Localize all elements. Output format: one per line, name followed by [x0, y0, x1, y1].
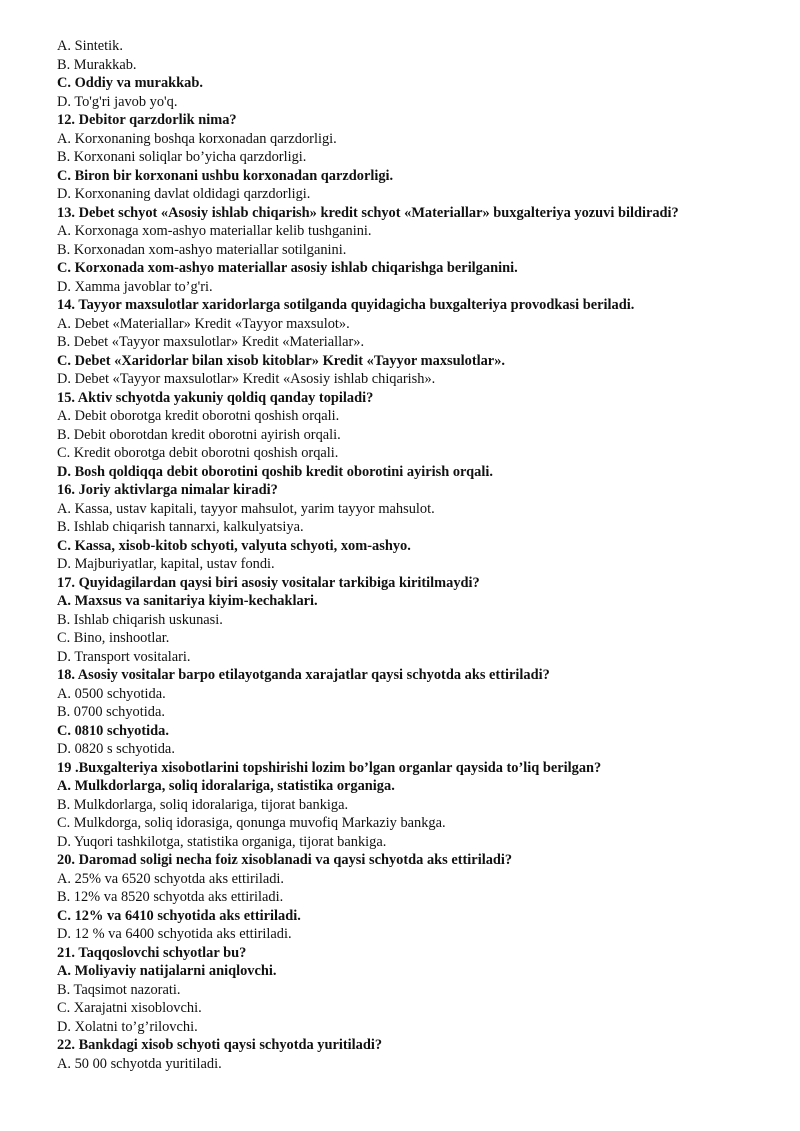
answer-option-line: B. Ishlab chiqarish uskunasi. — [57, 611, 223, 628]
answer-option-line: A. 25% va 6520 schyotda aks ettiriladi. — [57, 870, 285, 887]
question-or-answer-bold-line: 20. Daromad soligi necha foiz xisoblanadi va qaysi schyotda aks ettiriladi? — [57, 852, 513, 868]
question-or-answer-bold-line: C. 0810 schyotida. — [57, 722, 169, 739]
answer-option-line: D. Korxonaning davlat oldidagi qarzdorligi. — [57, 186, 311, 202]
answer-option-line: A. 0500 schyotida. — [57, 685, 166, 702]
answer-option-line: D. Yuqori tashkilotga, statistika organiga, tijorat bankiga. — [57, 833, 387, 850]
answer-option-line: C. Mulkdorga, soliq idorasiga, qonunga muvofiq Markaziy bankga. — [57, 815, 446, 831]
question-or-answer-bold-line: A. Maxsus va sanitariya kiyim-kechaklari. — [57, 593, 318, 609]
question-or-answer-bold-line: C. Kassa, xisob-kitob schyoti, valyuta schyoti, xom-ashyo. — [57, 537, 411, 554]
answer-option-line: D. Xolatni to’g’rilovchi. — [57, 1018, 198, 1035]
question-or-answer-bold-line: C. Debet «Xaridorlar bilan xisob kitoblar» Kredit «Tayyor maxsulotlar». — [57, 352, 505, 369]
question-or-answer-bold-line: 12. Debitor qarzdorlik nima? — [57, 112, 237, 128]
answer-option-line: A. Kassa, ustav kapitali, tayyor mahsulot, yarim tayyor mahsulot. — [57, 500, 435, 517]
question-or-answer-bold-line: 18. Asosiy vositalar barpo etilayotganda xarajatlar qaysi schyotda aks ettiriladi? — [57, 667, 550, 683]
question-or-answer-bold-line: 13. Debet schyot «Asosiy ishlab chiqarish» kredit schyot «Materiallar» buxgalteriya yozuvi bildiradi? — [57, 204, 679, 221]
question-or-answer-bold-line: A. Mulkdorlarga, soliq idoralariga, statistika organiga. — [57, 778, 395, 794]
question-or-answer-bold-line: C. 12% va 6410 schyotida aks ettiriladi. — [57, 907, 301, 924]
question-or-answer-bold-line: C. Korxonada xom-ashyo materiallar asosiy ishlab chiqarishga berilganini. — [57, 260, 518, 276]
answer-option-line: B. Debit oborotdan kredit oborotni ayirish orqali. — [57, 426, 341, 443]
answer-option-line: B. Taqsimot nazorati. — [57, 981, 181, 998]
question-or-answer-bold-line: 21. Taqqoslovchi schyotlar bu? — [57, 944, 247, 961]
answer-option-line: C. Xarajatni xisoblovchi. — [57, 1000, 202, 1016]
answer-option-line: A. Sintetik. — [57, 38, 123, 54]
question-or-answer-bold-line: D. Bosh qoldiqqa debit oborotini qoshib kredit oborotini ayirish orqali. — [57, 463, 493, 480]
question-or-answer-bold-line: C. Oddiy va murakkab. — [57, 75, 203, 91]
question-or-answer-bold-line: 17. Quyidagilardan qaysi biri asosiy vositalar tarkibiga kiritilmaydi? — [57, 574, 480, 591]
answer-option-line: A. Korxonaning boshqa korxonadan qarzdorligi. — [57, 130, 337, 147]
answer-option-line: D. To'g'ri javob yo'q. — [57, 93, 178, 110]
question-or-answer-bold-line: 15. Aktiv schyotda yakuniy qoldiq qanday topiladi? — [57, 389, 374, 406]
answer-option-line: D. 12 % va 6400 schyotida aks ettiriladi. — [57, 926, 292, 942]
question-or-answer-bold-line: 19 .Buxgalteriya xisobotlarini topshirishi lozim bo’lgan organlar qaysida to’liq berilgan? — [57, 759, 602, 776]
question-or-answer-bold-line: 16. Joriy aktivlarga nimalar kiradi? — [57, 482, 278, 498]
question-or-answer-bold-line: A. Moliyaviy natijalarni aniqlovchi. — [57, 963, 277, 979]
answer-option-line: B. Debet «Tayyor maxsulotlar» Kredit «Materiallar». — [57, 334, 365, 350]
answer-option-line: B. Murakkab. — [57, 56, 137, 73]
question-or-answer-bold-line: C. Biron bir korxonani ushbu korxonadan qarzdorligi. — [57, 167, 394, 184]
answer-option-line: A. Debit oborotga kredit oborotni qoshish orqali. — [57, 408, 340, 424]
answer-option-line: B. Ishlab chiqarish tannarxi, kalkulyatsiya. — [57, 519, 304, 535]
answer-option-line: D. Majburiyatlar, kapital, ustav fondi. — [57, 556, 275, 572]
answer-option-line: C. Bino, inshootlar. — [57, 630, 170, 646]
answer-option-line: B. 0700 schyotida. — [57, 704, 165, 720]
answer-option-line: D. 0820 s schyotida. — [57, 741, 175, 757]
answer-option-line: B. Korxonani soliqlar bo’yicha qarzdorligi. — [57, 149, 307, 165]
answer-option-line: D. Xamma javoblar to’g'ri. — [57, 278, 213, 295]
answer-option-line: C. Kredit oborotga debit oborotni qoshish orqali. — [57, 445, 339, 461]
answer-option-line: A. 50 00 schyotda yuritiladi. — [57, 1055, 222, 1072]
answer-option-line: D. Debet «Tayyor maxsulotlar» Kredit «Asosiy ishlab chiqarish». — [57, 371, 436, 387]
answer-option-line: A. Korxonaga xom-ashyo materiallar kelib tushganini. — [57, 223, 372, 239]
question-or-answer-bold-line: 14. Tayyor maxsulotlar xaridorlarga sotilganda quyidagicha buxgalteriya provodkasi beriladi. — [57, 297, 635, 313]
answer-option-line: B. 12% va 8520 schyotda aks ettiriladi. — [57, 889, 284, 905]
answer-option-line: A. Debet «Materiallar» Kredit «Tayyor maxsulot». — [57, 315, 350, 332]
answer-option-line: B. Mulkdorlarga, soliq idoralariga, tijorat bankiga. — [57, 796, 349, 813]
answer-option-line: B. Korxonadan xom-ashyo materiallar sotilganini. — [57, 241, 347, 258]
answer-option-line: D. Transport vositalari. — [57, 648, 191, 665]
question-or-answer-bold-line: 22. Bankdagi xisob schyoti qaysi schyotda yuritiladi? — [57, 1037, 383, 1053]
